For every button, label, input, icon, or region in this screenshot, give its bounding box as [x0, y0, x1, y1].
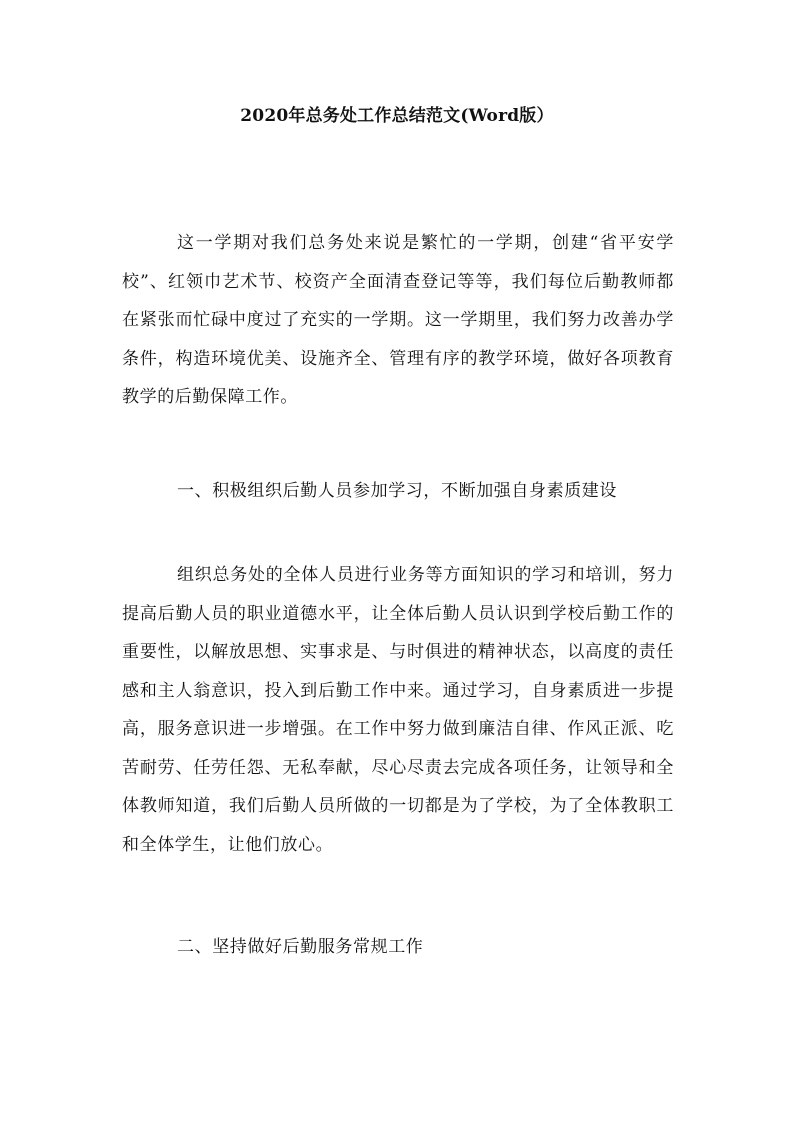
document-title: 2020年总务处工作总结范文(Word版）	[240, 106, 554, 126]
section-heading-2: 二、坚持做好后勤服务常规工作	[177, 937, 424, 957]
intro-paragraph: 这一学期对我们总务处来说是繁忙的一学期，创建“省平安学校”、红领巾艺术节、校资产全面清查登记等等，我们每位后勤教师都在紧张而忙碌中度过了充实的一学期。这一学期里，我们努力改善办学条件，构造环境优美、设施齐全、管理有序的教学环境，做好各项教育教学的后勤保障工作。	[122, 233, 674, 407]
section-paragraph-1: 组织总务处的全体人员进行业务等方面知识的学习和培训，努力提高后勤人员的职业道德水平，让全体后勤人员认识到学校后勤工作的重要性，以解放思想、实事求是、与时俱进的精神状态，以高度的责任感和主人翁意识，投入到后勤工作中来。通过学习，自身素质进一步提高，服务意识进一步增强。在工作中努力做到廉洁自律、作风正派、吃苦耐劳、任劳任怨、无私奉献，尽心尽责去完成各项任务，让领导和全体教师知道，我们后勤人员所做的一切都是为了学校，为了全体教职工和全体学生，让他们放心。	[122, 565, 674, 855]
section-heading-1: 一、积极组织后勤人员参加学习，不断加强自身素质建设	[177, 481, 617, 501]
